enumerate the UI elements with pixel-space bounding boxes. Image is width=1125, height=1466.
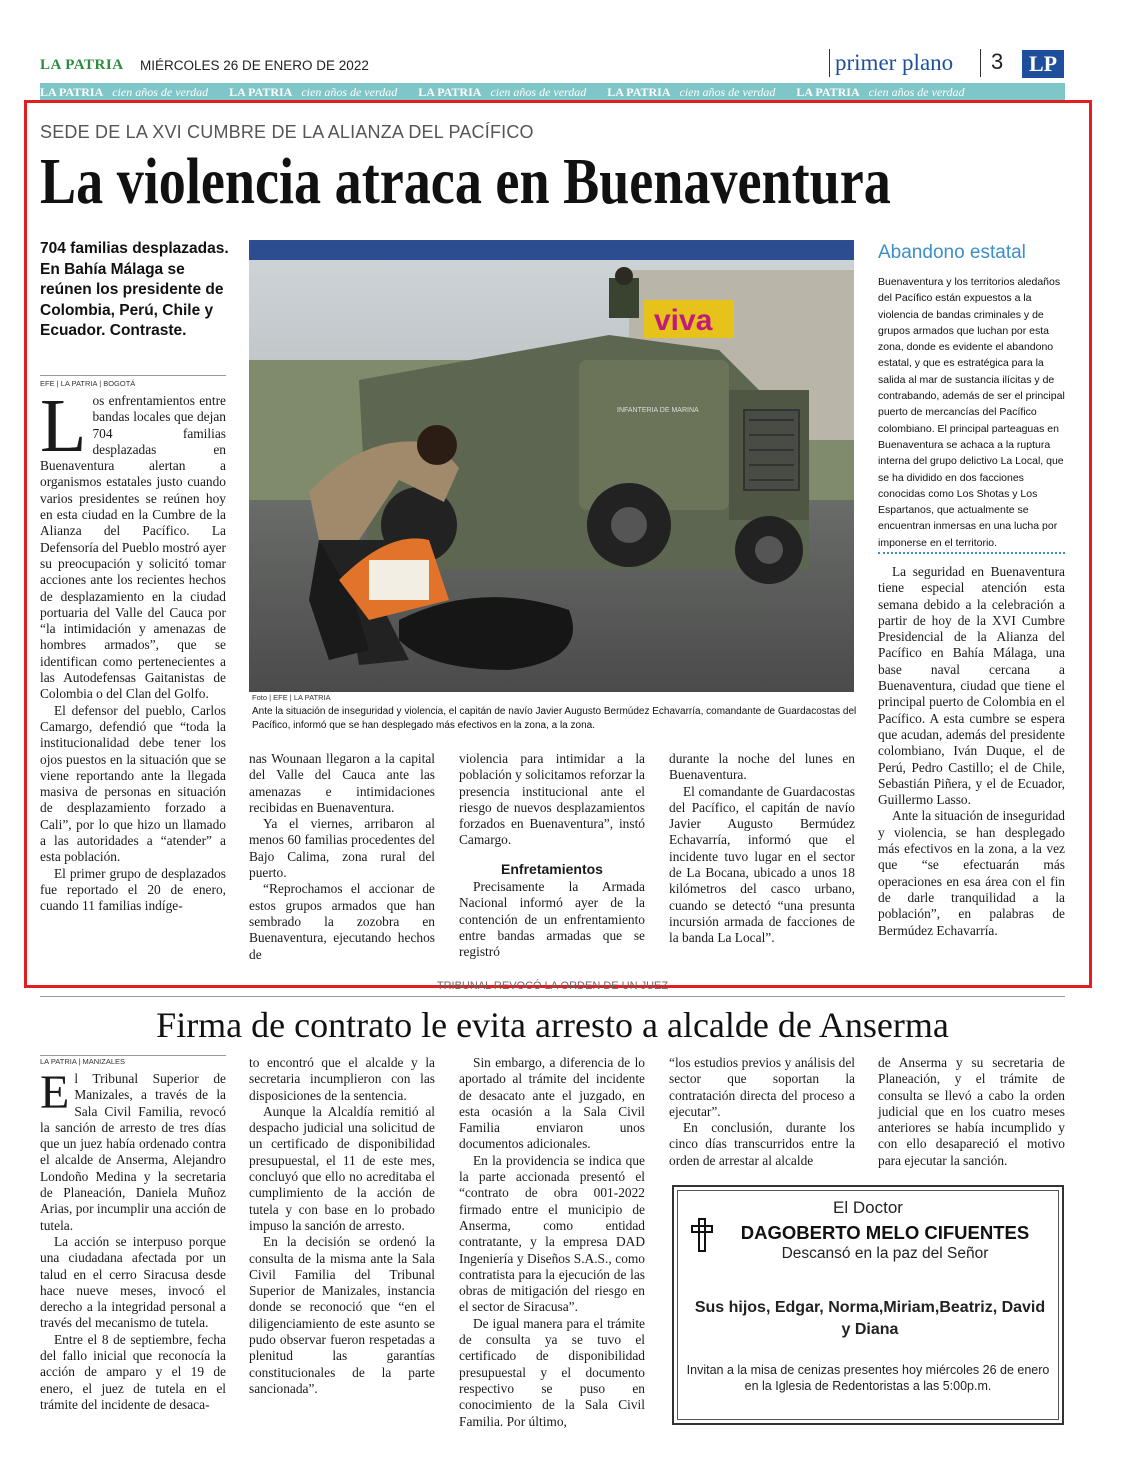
masthead-date: MIÉRCOLES 26 DE ENERO DE 2022 xyxy=(140,58,369,73)
page-number: 3 xyxy=(991,49,1004,74)
ribbon-slogan: cien años de verdad xyxy=(868,85,965,99)
news-photo xyxy=(249,240,854,692)
cross-icon xyxy=(690,1218,714,1252)
article2-headline: Firma de contrato le evita arresto a alcalde de Anserma xyxy=(156,1005,949,1045)
cross-icon-svg xyxy=(690,1218,714,1252)
paragraph: Ya el viernes, arribaron al menos 60 familias procedentes del Bajo Calima, zona rural del puerto. xyxy=(249,816,435,881)
article-column-4 xyxy=(669,751,855,947)
paragraph: durante la noche del lunes en Buenaventura. xyxy=(669,751,855,783)
paragraph: “los estudios previos y análisis del sector que soportan la contratación directa del proceso a ejecutar”. xyxy=(669,1055,855,1119)
article-byline: EFE | LA PATRIA | BOGOTÁ xyxy=(40,379,136,388)
paragraph: nas Wounaan llegaron a la capital del Valle del Cauca ante las amenazas e intimidaciones recibidas en Buenaventura. xyxy=(249,751,435,815)
paragraph: violencia para intimidar a la población y solicitamos reforzar la presencia institucional ante el riesgo de nuevos desplazamientos forzados en Buenaventura”, instó Camargo. xyxy=(459,751,645,848)
article2-rule xyxy=(40,996,1065,997)
article2-kicker: TRIBUNAL REVOCÓ LA ORDEN DE UN JUEZ xyxy=(436,980,669,992)
header-divider-right xyxy=(980,49,981,77)
paragraph: La seguridad en Buenaventura tiene especial atención esta semana debido a la celebración a partir de hoy de la XVI Cumbre Presidencial de la Alianza del Pacífico en Bahía Málaga, una base naval cercana a Buenaventura, ciudad que tiene el principal puerto de Colombia en el Pacífico. A esta cumbre se espera que acudan, además del presidente colombiano, Iván Duque, el de Perú, Pedro Castillo; el de Chile, Sebastián Piñera, y el de Ecuador, Guillermo Lasso. xyxy=(878,564,1065,808)
ribbon-slogan: cien años de verdad xyxy=(679,85,776,99)
store-sign: viva xyxy=(654,304,713,337)
ribbon-brand: LA PATRIA xyxy=(418,85,482,99)
paragraph: de Anserma y su secretaria de Planeación, y el trámite de consulta se llevó a cabo la orden judicial que en los cuatro meses anteriores se había incumplido y con ello desapareció el motivo para ejecutar la sanción. xyxy=(878,1055,1065,1168)
drop-cap: L xyxy=(40,384,87,468)
article-deck: 704 familias desplazadas. En Bahía Málaga se reúnen los presidente de Colombia, Perú, Chile y Ecuador. Contraste. xyxy=(40,240,229,339)
ribbon-brand: LA PATRIA xyxy=(229,85,293,99)
ribbon-slogan: cien años de verdad xyxy=(490,85,587,99)
section-label: primer plano xyxy=(835,50,954,75)
article-kicker: SEDE DE LA XVI CUMBRE DE LA ALIANZA DEL PACÍFICO xyxy=(40,122,534,142)
paragraph: Ante la situación de inseguridad y violencia, se han desplegado más efectivos en la zona, a la vez que “se efectuarán más operaciones en esa área con el fin de darle tranquilidad a la población”, en palabras de Bermúdez Echavarría. xyxy=(878,808,1065,938)
obituary-name: DAGOBERTO MELO CIFUENTES xyxy=(740,1222,1030,1243)
paragraph: Aunque la Alcaldía remitió al despacho judicial una solicitud de un certificado de disponibilidad presupuestal, el 11 de este mes, concluyó que ello no acreditaba el cumplimiento de la acción de tutela y con base en lo probado impuso la sanción de arresto. xyxy=(249,1103,435,1233)
paragraph: Entre el 8 de septiembre, fecha del fallo inicial que reconocía la acción de amparo y el 19 de enero, el juez de tutela en el trámite del incidente de desaca- xyxy=(40,1331,226,1412)
ribbon-slogan: cien años de verdad xyxy=(112,85,209,99)
article-headline: La violencia atraca en Buenaventura xyxy=(40,145,891,218)
ribbon-slogan: cien años de verdad xyxy=(301,85,398,99)
article2-column-1 xyxy=(40,1066,226,1413)
paragraph: De igual manera para el trámite de consulta ya se tuvo el certificado de disponibilidad presupuestal y el documento respectivo se puso en conocimiento de la Sala Civil Familia. Por último, xyxy=(459,1315,645,1429)
header-divider-left xyxy=(829,49,830,77)
paragraph: El primer grupo de desplazados fue reportado el 20 de enero, cuando 11 familias indíge- xyxy=(40,865,226,914)
paragraph: Sin embargo, a diferencia de lo aportado al trámite del incidente de desacato ante el juzgado, en esta ocasión a la Sala Civil Familia enviaron unos documentos adicionales. xyxy=(459,1055,645,1152)
paragraph: Precisamente la Armada Nacional informó ayer de la contención de un enfrentamiento entre bandas armadas que se registró xyxy=(459,879,645,960)
article-column-2 xyxy=(249,751,435,963)
ribbon-brand: LA PATRIA xyxy=(607,85,671,99)
article2-column-5 xyxy=(878,1055,1065,1169)
article-column-1 xyxy=(40,384,226,915)
article2-column-2 xyxy=(249,1055,435,1397)
paragraph: En la providencia se indica que la parte accionada presentó el “contrato de obra 001-2022 firmado entre el municipio de Anserma, como entidad contratante, y la empresa DAD Ingeniería y Diseños S.A.S., como contratista para la ejecución de las obras de mitigación del riesgo en el sector de Siracusa”. xyxy=(459,1152,645,1315)
ribbon-brand: LA PATRIA xyxy=(40,85,104,99)
article2-byline: LA PATRIA | MANIZALES xyxy=(40,1057,126,1066)
masthead-brand: LA PATRIA xyxy=(40,57,124,73)
obituary-invite: Invitan a la misa de cenizas presentes hoy miércoles 26 de enero en la Iglesia de Redentoristas a las 5:00p.m. xyxy=(686,1363,1050,1393)
byline-rule xyxy=(40,1055,226,1056)
paragraph: En conclusión, durante los cinco días transcurridos entre la orden de arrestar al alcalde xyxy=(669,1120,855,1168)
obituary-title: El Doctor xyxy=(833,1198,903,1217)
sidebar-rule xyxy=(878,552,1065,554)
sidebar-body: Buenaventura y los territorios aledaños del Pacífico están expuestos a la violencia de bandas criminales y de grupos armados que luchan por esta zona, donde es evidente el abandono estatal, y que es estratégica para la salida al mar de sustancia ilícitas y de contrabando, además de ser el principal puerto de mercancías del Pacífico colombiano. El principal parteaguas en Buenaventura se achaca a la ruptura interna del grupo delictivo La Local, que se ha dividido en dos facciones conocidas como Los Shotas y Los Espartanos, que actualmente se encuentran inmersas en una lucha por imponerse en el territorio. xyxy=(878,276,1065,549)
paragraph: to encontró que el alcalde y la secretaria incumplieron con las disposiciones de la sentencia. xyxy=(249,1055,435,1103)
byline-rule xyxy=(40,375,226,376)
article-column-5 xyxy=(878,564,1065,939)
truck-text: INFANTERIA DE MARINA xyxy=(617,407,699,414)
photo-caption: Ante la situación de inseguridad y violencia, el capitán de navío Javier Augusto Bermúdez Echavarría, comandante de Guardacostas del Pacífico, informó que se han desplegado más efectivos en la zona, a la zona. xyxy=(252,706,857,731)
subhead: Enfretamientos xyxy=(501,860,603,877)
obituary-family: Sus hijos, Edgar, Norma,Miriam,Beatriz, David y Diana xyxy=(694,1299,1046,1338)
photo-credit: Foto | EFE | LA PATRIA xyxy=(252,693,331,702)
paragraph: La acción se interpuso porque una ciudadana afectada por un talud en el cerro Siracusa desde hace nueve meses, invocó el derecho a la integridad personal a través del mecanismo de tutela. xyxy=(40,1233,226,1331)
obituary-line: Descansó en la paz del Señor xyxy=(781,1245,989,1262)
paragraph: El defensor del pueblo, Carlos Camargo, defendió que “toda la institucionalidad debe tener los ojos puestos en la situación que se viene reportando ante la llegada masiva de personas en situación de desplazamiento forzado a Cali”, por lo que hizo un llamado a las autoridades a “atender” a esta población. xyxy=(40,702,226,865)
lp-logo: LP xyxy=(1022,50,1064,78)
photo-illustration xyxy=(249,240,854,692)
article2-column-4 xyxy=(669,1055,855,1169)
article2-column-3 xyxy=(459,1055,645,1430)
drop-cap: E xyxy=(40,1066,70,1119)
paragraph: En la decisión se ordenó la consulta de la misma ante la Sala Civil Familia del Tribunal Superior de Manizales, instancia donde se reconoció que “en el diligenciamiento de este asunto se pudo observar fueron respetadas a plenitud las garantías constitucionales de la parte sancionada”. xyxy=(249,1234,435,1396)
paragraph: l Tribunal Superior de Manizales, a través de la Sala Civil Familia, revocó la sanción de arresto de tres días que un juez había ordenado contra el alcalde de Anserma, Alejandro Londoño Medina y la secretaria de Planeación, Daniela Muñoz Arias, por incumplir una acción de tutela. xyxy=(40,1071,226,1233)
sidebar-title: Abandono estatal xyxy=(878,242,1026,263)
article-column-3 xyxy=(459,751,645,961)
ribbon-brand: LA PATRIA xyxy=(796,85,860,99)
paragraph: “Reprochamos el accionar de estos grupos armados que han sembrado la zozobra en Buenaventura, ejecutando hechos de xyxy=(249,881,435,962)
paragraph: El comandante de Guardacostas del Pacífico, el capitán de navío Javier Augusto Bermúdez Echavarría, informó que el incidente tuvo lugar en el sector de La Bocana, ubicado a unos 18 kilómetros del casco urbano, cuando se detectó “una presunta incursión armada de facciones de la banda La Local”. xyxy=(669,783,855,946)
paragraph: os enfrentamientos entre bandas locales que dejan 704 familias desplazadas en Buenaventura alertan a organismos estatales justo cuando varios presidentes se reúnen hoy en esta ciudad en la Cumbre de la Alianza del Pacífico. La Defensoría del Pueblo mostró ayer su preocupación y solicitó tomar acciones ante los recientes hechos de desplazamiento en la ciudad portuaria del Valle del Cauca por “la intimidación y amenazas de hombres armados”, que se identifican como pertenecientes a las Autodefensas Gaitanistas de Colombia o del Clan del Golfo. xyxy=(40,393,226,702)
header-ribbon xyxy=(40,83,1065,101)
